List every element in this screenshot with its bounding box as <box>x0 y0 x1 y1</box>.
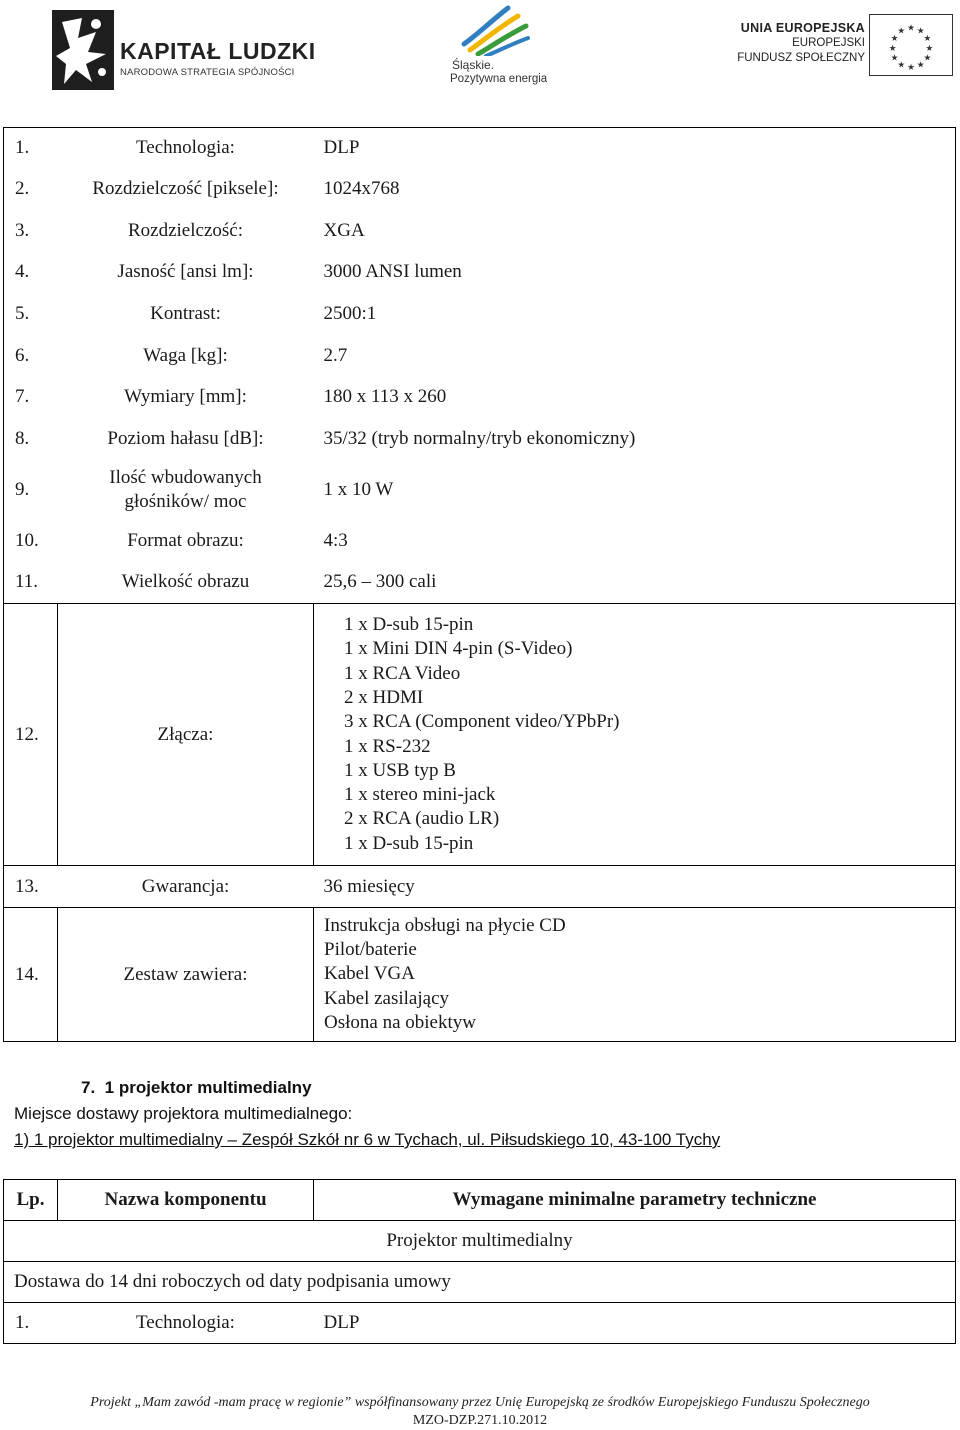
table-row <box>4 210 956 252</box>
column-header-params: Wymagane minimalne parametry techniczne <box>314 1180 956 1221</box>
slaskie-logo <box>440 4 560 90</box>
section-title <box>14 1075 720 1101</box>
kapital-ludzki-subtitle: NARODOWA STRATEGIA SPÓJNOŚCI <box>120 67 295 78</box>
kapital-ludzki-logo <box>52 10 316 90</box>
delivery-heading: Miejsce dostawy projektora multimedialnego: <box>14 1104 353 1123</box>
table-header-row <box>4 1180 956 1221</box>
svg-text:★: ★ <box>907 23 915 34</box>
spec-value: 25,6 – 300 cali <box>314 562 956 604</box>
package-contents-list <box>314 908 956 1042</box>
section-number: 7. <box>81 1078 96 1097</box>
spec-value: 35/32 (tryb normalny/tryb ekonomiczny) <box>314 418 956 460</box>
list-item: 3 x RCA (Component video/YPbPr) <box>344 711 620 733</box>
list-item: 2 x RCA (audio LR) <box>344 808 500 830</box>
projector-spec-table <box>3 127 956 1042</box>
list-item: Instrukcja obsługi na płycie CD <box>324 914 566 936</box>
slaskie-tagline: Pozytywna energia <box>450 73 548 85</box>
spec-num: 10. <box>4 521 58 562</box>
spec-label: Format obrazu: <box>127 530 244 551</box>
svg-text:★: ★ <box>923 34 932 45</box>
list-item: 2 x HDMI <box>344 686 424 708</box>
spec-value: DLP <box>314 128 956 169</box>
table-row <box>4 335 956 377</box>
list-item: 1 x D-sub 15-pin <box>344 832 474 854</box>
spec-value: 2.7 <box>314 335 956 377</box>
list-item: 1 x stereo mini-jack <box>344 784 496 806</box>
project-note: Projekt „Mam zawód -mam pracę w regionie” współfinansowany przez Unię Europejską ze środków Europejskiego Funduszu Społecznego <box>90 1395 870 1410</box>
spec-value: 2500:1 <box>314 293 956 335</box>
table-row <box>4 128 956 169</box>
eu-line-3: FUNDUSZ SPOŁECZNY <box>737 52 865 64</box>
table-row <box>4 866 956 908</box>
table-row <box>4 604 956 866</box>
table-row <box>4 460 956 521</box>
slaskie-wave-icon <box>460 4 530 56</box>
spec-num: 14. <box>4 908 58 1042</box>
svg-text:★: ★ <box>916 60 925 71</box>
spec-label <box>58 460 314 521</box>
list-item: 1 x RCA Video <box>344 662 461 684</box>
table-row <box>4 293 956 335</box>
list-item: 1 x Mini DIN 4-pin (S-Video) <box>344 638 573 660</box>
svg-text:★: ★ <box>916 26 925 37</box>
svg-text:★: ★ <box>897 60 906 71</box>
column-header-name: Nazwa komponentu <box>58 1180 314 1221</box>
spec-value: 36 miesięcy <box>314 866 956 908</box>
table-row <box>4 377 956 418</box>
spec-label: Jasność [ansi lm]: <box>117 261 254 282</box>
table-row <box>4 418 956 460</box>
table-row <box>4 252 956 293</box>
spec-label: Wymiary [mm]: <box>124 386 247 407</box>
spec-num: 7. <box>4 377 58 418</box>
table-row <box>4 521 956 562</box>
eu-logo-text <box>735 20 865 66</box>
document-reference: MZO-DZP.271.10.2012 <box>412 1413 548 1428</box>
spec-num: 4. <box>4 252 58 293</box>
svg-text:★: ★ <box>890 34 899 45</box>
spec-label: Technologia: <box>58 128 314 169</box>
list-item: Kabel VGA <box>324 963 415 985</box>
spec-label-line: Ilość wbudowanych <box>109 467 262 488</box>
spec-value: 1 x 10 W <box>314 460 956 521</box>
spec-num: 5. <box>4 293 58 335</box>
list-item: Pilot/baterie <box>324 939 417 961</box>
table-row <box>4 562 956 604</box>
spec-label: Wielkość obrazu <box>58 562 314 604</box>
svg-text:★: ★ <box>897 26 906 37</box>
spec-num: 9. <box>4 460 58 521</box>
svg-text:★: ★ <box>925 43 934 54</box>
list-item: Kabel zasilający <box>324 987 450 1009</box>
svg-text:★: ★ <box>907 63 915 74</box>
spec-value: DLP <box>314 1303 956 1344</box>
table-row <box>4 1303 956 1344</box>
list-item: 1 x USB typ B <box>344 759 456 781</box>
spec-label: Poziom hałasu [dB]: <box>107 427 264 449</box>
spec-value: 1024x768 <box>314 169 956 210</box>
spec-num: 6. <box>4 335 58 377</box>
spec-num: 1. <box>4 128 58 169</box>
spec-num: 2. <box>4 169 58 210</box>
section-7 <box>14 1075 720 1153</box>
spec-num: 3. <box>4 210 58 252</box>
table-row <box>4 1262 956 1303</box>
spec-value: 180 x 113 x 260 <box>314 377 956 418</box>
svg-text:★: ★ <box>890 53 899 64</box>
kapital-ludzki-title: KAPITAŁ LUDZKI <box>120 38 316 64</box>
eu-flag-icon <box>869 14 953 76</box>
eu-line-1: UNIA EUROPEJSKA <box>740 21 865 35</box>
eu-logo <box>735 14 955 84</box>
component-table <box>3 1179 956 1344</box>
svg-text:★: ★ <box>888 43 897 54</box>
product-name-row: Projektor multimedialny <box>4 1221 956 1262</box>
spec-num: 8. <box>4 418 58 460</box>
spec-label: Rozdzielczość [piksele]: <box>92 178 279 199</box>
list-item: 1 x RS-232 <box>344 735 431 757</box>
delivery-term-row: Dostawa do 14 dni roboczych od daty podpisania umowy <box>4 1262 956 1303</box>
spec-label: Złącza: <box>58 604 314 866</box>
spec-num: 11. <box>4 562 58 604</box>
column-header-lp: Lp. <box>4 1180 58 1221</box>
spec-value: 3000 ANSI lumen <box>314 252 956 293</box>
table-row <box>4 908 956 1042</box>
svg-text:★: ★ <box>923 53 932 64</box>
list-item: 1 x D-sub 15-pin <box>344 614 474 636</box>
spec-num: 12. <box>4 604 58 866</box>
spec-num: 13. <box>4 866 58 908</box>
page-header <box>0 0 960 100</box>
spec-label: Zestaw zawiera: <box>58 908 314 1042</box>
spec-label: Gwarancja: <box>58 866 314 908</box>
spec-label-line: głośników/ moc <box>124 491 247 512</box>
page-footer <box>0 1394 960 1430</box>
delivery-line: 1) 1 projektor multimedialny – Zespół Szkół nr 6 w Tychach, ul. Piłsudskiego 10, 43-100 Tychy <box>14 1130 721 1149</box>
connectors-list <box>314 604 956 866</box>
spec-label: Technologia: <box>58 1303 314 1344</box>
spec-value: XGA <box>314 210 956 252</box>
table-row <box>4 169 956 210</box>
eu-line-2: EUROPEJSKI <box>792 37 865 49</box>
spec-num: 1. <box>4 1303 58 1344</box>
slaskie-name: Śląskie. <box>452 58 495 72</box>
table-row <box>4 1221 956 1262</box>
kapital-ludzki-emblem-icon <box>52 10 114 90</box>
spec-label: Waga [kg]: <box>143 344 228 366</box>
spec-label: Kontrast: <box>150 302 221 324</box>
section-title-text: 1 projektor multimedialny <box>104 1078 312 1097</box>
list-item: Osłona na obiektyw <box>324 1011 476 1033</box>
spec-label: Rozdzielczość: <box>127 219 243 241</box>
spec-value: 4:3 <box>314 521 956 562</box>
